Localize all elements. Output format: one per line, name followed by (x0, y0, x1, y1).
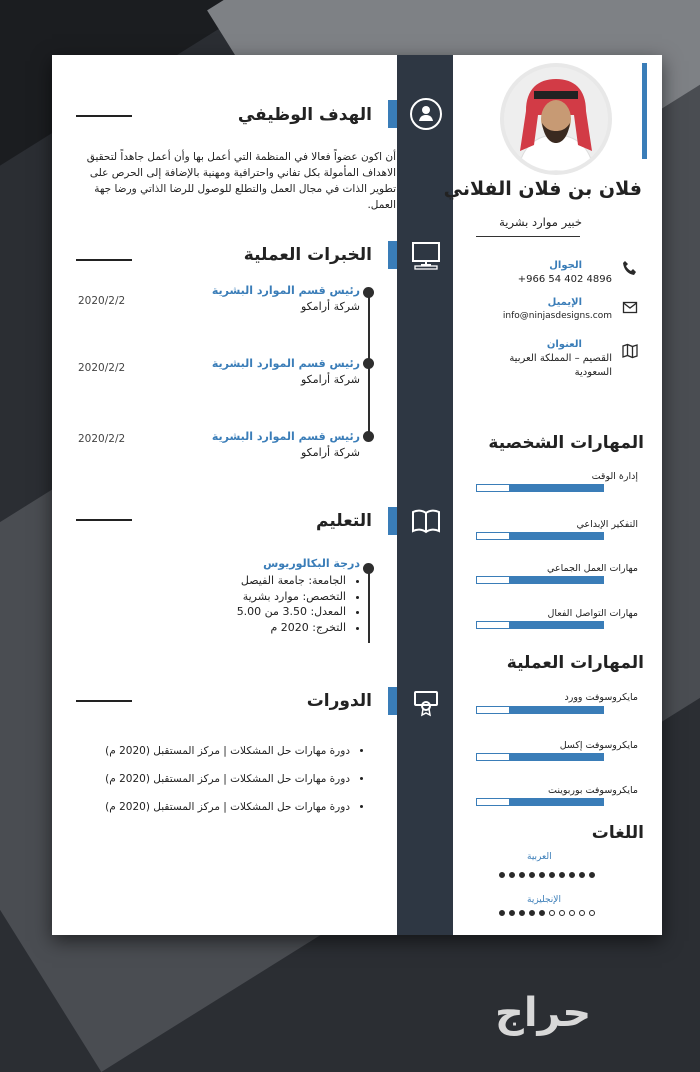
objective-title: الهدف الوظيفي (237, 105, 372, 125)
job-company: شركة أرامكو (301, 373, 360, 386)
section-line (76, 259, 132, 261)
rating-dot (519, 872, 525, 878)
rating-dot (539, 910, 545, 916)
skill-bar-fill (509, 622, 604, 628)
phone-label: الجوال (549, 260, 582, 271)
section-line (76, 115, 132, 117)
map-icon (622, 343, 638, 359)
rating-dot (589, 910, 595, 916)
rating-dot (509, 910, 515, 916)
skill-bar-fill (509, 799, 604, 805)
course-item: • دورة مهارات حل المشكلات | مركز المستقبل (2020 م) (105, 773, 350, 801)
skill-bar-fill (509, 754, 604, 760)
address-line: السعودية (574, 367, 612, 378)
skill-bar-fill (509, 485, 604, 491)
personal-skills-title: المهارات الشخصية (488, 433, 644, 453)
course-item: • دورة مهارات حل المشكلات | مركز المستقبل (2020 م) (105, 801, 350, 829)
job-company: شركة أرامكو (301, 300, 360, 313)
education-details (237, 573, 360, 635)
rating-dot (559, 910, 565, 916)
resume-page (52, 55, 662, 935)
job-date: 2020/2/2 (78, 362, 126, 374)
skill-bar-fill (509, 533, 604, 539)
skill-bar-fill (509, 577, 604, 583)
courses-title: الدورات (306, 691, 372, 711)
profile-name: فلان بن فلان الفلاني (443, 178, 642, 200)
section-tab (388, 241, 397, 269)
job-company: شركة أرامكو (301, 446, 360, 459)
language-rating (499, 872, 595, 878)
skill-bar (476, 621, 604, 629)
rating-dot (579, 910, 585, 916)
section-tab (388, 100, 397, 128)
job-date: 2020/2/2 (78, 295, 126, 307)
email-value[interactable]: info@ninjasdesigns.com (502, 311, 612, 321)
profile-role: خبير موارد بشرية (499, 215, 582, 229)
phone-icon (622, 260, 638, 276)
education-title: التعليم (316, 511, 372, 531)
course-item: • دورة مهارات حل المشكلات | مركز المستقبل (2020 م) (105, 745, 350, 773)
computer-icon (408, 237, 444, 273)
rating-dot (579, 872, 585, 878)
education-detail: • التخرج: 2020 م (237, 620, 346, 636)
timeline-dot (363, 431, 374, 442)
timeline-dot (363, 287, 374, 298)
skill-bar (476, 798, 604, 806)
rating-dot (549, 910, 555, 916)
certificate-icon (408, 683, 444, 719)
section-line (76, 519, 132, 521)
skill-label: مايكروسوفت إكسل (559, 740, 638, 751)
email-icon (622, 299, 638, 315)
skill-bar (476, 484, 604, 492)
skill-label: مايكروسوفت وورد (564, 692, 638, 703)
rating-dot (569, 910, 575, 916)
skill-label: إدارة الوقت (591, 471, 638, 482)
rating-dot (549, 872, 555, 878)
skill-label: مهارات العمل الجماعي (546, 563, 638, 574)
skill-bar (476, 706, 604, 714)
skill-bar (476, 576, 604, 584)
experience-title: الخبرات العملية (243, 245, 372, 265)
rating-dot (559, 872, 565, 878)
skill-label: مهارات التواصل الفعال (547, 608, 638, 619)
rating-dot (589, 872, 595, 878)
timeline-dot (363, 563, 374, 574)
skill-bar (476, 753, 604, 761)
job-date: 2020/2/2 (78, 433, 126, 445)
language-rating (499, 910, 595, 916)
language-label: العربية (527, 852, 552, 862)
watermark: حراج (495, 990, 592, 1036)
language-label: الإنجليزية (527, 895, 561, 905)
divider (476, 236, 580, 237)
timeline-dot (363, 358, 374, 369)
section-tab (388, 687, 397, 715)
rating-dot (509, 872, 515, 878)
person-icon (408, 96, 444, 132)
skill-label: التفكير الإبداعي (576, 519, 638, 530)
rating-dot (569, 872, 575, 878)
education-detail: • المعدل: 3.50 من 5.00 (237, 604, 346, 620)
section-tab (388, 507, 397, 535)
technical-skills-title: المهارات العملية (506, 653, 644, 673)
languages-title: اللغات (591, 823, 644, 843)
education-detail: • التخصص: موارد بشرية (237, 589, 346, 605)
email-label: الإيميل (547, 297, 582, 308)
book-icon (408, 503, 444, 539)
rating-dot (519, 910, 525, 916)
rating-dot (529, 910, 535, 916)
skill-label: مايكروسوفت بوربوينت (548, 785, 638, 796)
address-label: العنوان (546, 339, 582, 350)
profile-photo (504, 67, 608, 171)
phone-value[interactable]: +966 54 402 4896 (517, 274, 612, 285)
skill-bar-fill (509, 707, 604, 713)
education-detail: • الجامعة: جامعة الفيصل (237, 573, 346, 589)
address-line: القصيم – المملكة العربية (509, 353, 612, 364)
section-line (76, 700, 132, 702)
courses-list (105, 745, 364, 829)
job-title: رئيس قسم الموارد البشرية (211, 430, 360, 443)
skill-bar (476, 532, 604, 540)
rating-dot (539, 872, 545, 878)
objective-text: أن اكون عضواً فعالا في المنظمة التي أعمل بها وأن أعمل جاهداً لتحقيق الاهداف المأمولة بكل تفاني واحترافية ومهنية بالإضافة إلى الحرص على تطوير الذات في مجال العمل والتطلع للوصول للرضا الذاتي ورضا جهة العمل. (86, 151, 396, 211)
timeline-line (368, 567, 370, 643)
rating-dot (499, 872, 505, 878)
education-degree: درجة البكالوريوس (263, 557, 360, 570)
job-title: رئيس قسم الموارد البشرية (211, 357, 360, 370)
rating-dot (499, 910, 505, 916)
job-title: رئيس قسم الموارد البشرية (211, 284, 360, 297)
accent-bar (642, 63, 647, 159)
rating-dot (529, 872, 535, 878)
